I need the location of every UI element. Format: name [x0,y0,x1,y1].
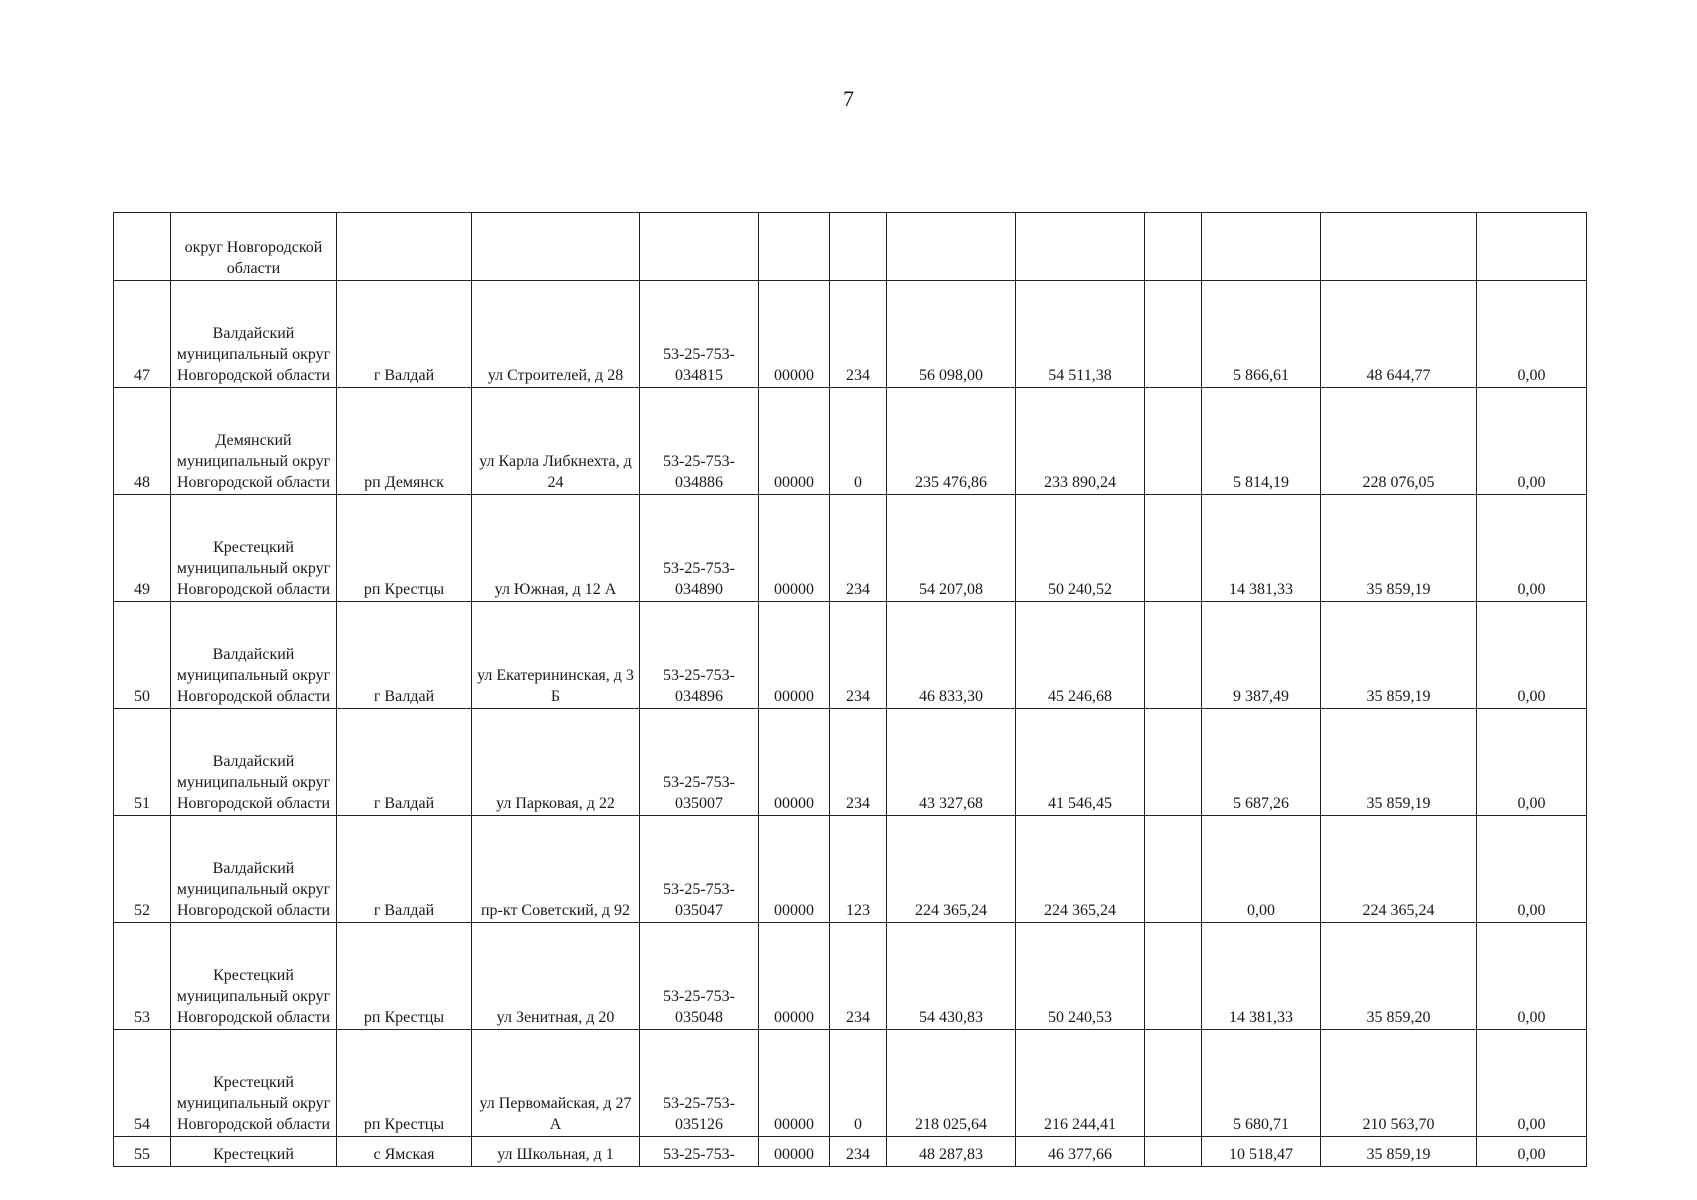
cell-v1: 54 430,83 [887,923,1016,1030]
cell-code: 53-25-753- [640,1137,759,1167]
cell-region: Валдайский муниципальный округ Новгородской области [171,281,337,388]
cell-no: 52 [114,816,171,923]
cell-v2: 54 511,38 [1016,281,1145,388]
cell-v1: 48 287,83 [887,1137,1016,1167]
cell-v1: 43 327,68 [887,709,1016,816]
cell-no: 50 [114,602,171,709]
table-row [114,1137,1587,1167]
cell-v4: 14 381,33 [1202,923,1321,1030]
cell-v6: 0,00 [1477,388,1587,495]
cell-locality: с Ямская [337,1137,472,1167]
cell-address: ул Строителей, д 28 [472,281,640,388]
cell-region: Крестецкий муниципальный округ Новгородской области [171,495,337,602]
cell-region: Крестецкий муниципальный округ Новгородской области [171,1030,337,1137]
cell-address: пр-кт Советский, д 92 [472,816,640,923]
cell-c2: 0 [830,1030,887,1137]
cell-v3 [1145,602,1202,709]
cell-v5: 35 859,19 [1321,709,1477,816]
cell-v5: 48 644,77 [1321,281,1477,388]
cell-v5: 224 365,24 [1321,816,1477,923]
cell-locality [337,213,472,281]
cell-v1: 235 476,86 [887,388,1016,495]
cell-no: 49 [114,495,171,602]
cell-address: ул Карла Либкнехта, д 24 [472,388,640,495]
cell-c2: 234 [830,1137,887,1167]
cell-v2: 46 377,66 [1016,1137,1145,1167]
cell-region: Демянский муниципальный округ Новгородской области [171,388,337,495]
cell-code: 53-25-753-034890 [640,495,759,602]
cell-region: округ Новгородской области [171,213,337,281]
cell-locality: рп Крестцы [337,495,472,602]
cell-v6: 0,00 [1477,602,1587,709]
cell-c1: 00000 [759,1030,830,1137]
cell-v1: 224 365,24 [887,816,1016,923]
cell-no: 55 [114,1137,171,1167]
cell-v5: 228 076,05 [1321,388,1477,495]
table-row [114,602,1587,709]
cell-c1: 00000 [759,816,830,923]
cell-address: ул Парковая, д 22 [472,709,640,816]
cell-v1: 218 025,64 [887,1030,1016,1137]
cell-no: 54 [114,1030,171,1137]
cell-locality: г Валдай [337,281,472,388]
cell-v6: 0,00 [1477,709,1587,816]
cell-c2: 0 [830,388,887,495]
cell-code: 53-25-753-034896 [640,602,759,709]
table-row [114,388,1587,495]
cell-region: Валдайский муниципальный округ Новгородской области [171,602,337,709]
cell-v4: 14 381,33 [1202,495,1321,602]
cell-region: Валдайский муниципальный округ Новгородской области [171,709,337,816]
cell-v3 [1145,923,1202,1030]
cell-c2: 123 [830,816,887,923]
cell-address: ул Екатерининская, д 3 Б [472,602,640,709]
cell-code: 53-25-753-035047 [640,816,759,923]
cell-c1: 00000 [759,923,830,1030]
table-row [114,923,1587,1030]
cell-v2 [1016,213,1145,281]
cell-no [114,213,171,281]
table-row [114,281,1587,388]
cell-no: 53 [114,923,171,1030]
cell-v2: 233 890,24 [1016,388,1145,495]
cell-v1: 54 207,08 [887,495,1016,602]
cell-v6 [1477,213,1587,281]
table-row [114,709,1587,816]
cell-v6: 0,00 [1477,1137,1587,1167]
cell-v5: 35 859,20 [1321,923,1477,1030]
cell-v3 [1145,495,1202,602]
cell-code: 53-25-753-035126 [640,1030,759,1137]
cell-v3 [1145,1030,1202,1137]
cell-v4: 0,00 [1202,816,1321,923]
cell-code: 53-25-753-034886 [640,388,759,495]
cell-v6: 0,00 [1477,816,1587,923]
cell-v3 [1145,816,1202,923]
cell-v5 [1321,213,1477,281]
cell-no: 47 [114,281,171,388]
cell-v6: 0,00 [1477,495,1587,602]
cell-v1: 46 833,30 [887,602,1016,709]
cell-locality: г Валдай [337,709,472,816]
cell-address [472,213,640,281]
cell-v1 [887,213,1016,281]
cell-region: Крестецкий [171,1137,337,1167]
cell-no: 51 [114,709,171,816]
cell-v4 [1202,213,1321,281]
cell-v6: 0,00 [1477,281,1587,388]
cell-locality: рп Крестцы [337,1030,472,1137]
cell-v4: 9 387,49 [1202,602,1321,709]
cell-region: Валдайский муниципальный округ Новгородской области [171,816,337,923]
cell-v3 [1145,1137,1202,1167]
cell-v2: 50 240,53 [1016,923,1145,1030]
table-row [114,816,1587,923]
table-row [114,1030,1587,1137]
table-row-continuation [114,213,1587,281]
cell-v4: 5 814,19 [1202,388,1321,495]
cell-v3 [1145,281,1202,388]
cell-v4: 5 687,26 [1202,709,1321,816]
cell-c1: 00000 [759,602,830,709]
cell-v6: 0,00 [1477,1030,1587,1137]
cell-v3 [1145,388,1202,495]
table-body [114,213,1587,1167]
cell-v2: 41 546,45 [1016,709,1145,816]
cell-locality: г Валдай [337,602,472,709]
cell-c2: 234 [830,923,887,1030]
cell-locality: рп Крестцы [337,923,472,1030]
cell-c1: 00000 [759,281,830,388]
cell-v2: 45 246,68 [1016,602,1145,709]
cell-address: ул Зенитная, д 20 [472,923,640,1030]
cell-v6: 0,00 [1477,923,1587,1030]
cell-locality: рп Демянск [337,388,472,495]
page-number: 7 [843,86,854,111]
cell-c1: 00000 [759,388,830,495]
cell-address: ул Южная, д 12 А [472,495,640,602]
cell-code: 53-25-753-035007 [640,709,759,816]
cell-code: 53-25-753-035048 [640,923,759,1030]
cell-code [640,213,759,281]
cell-code: 53-25-753-034815 [640,281,759,388]
registry-table [113,212,1587,1167]
cell-c1: 00000 [759,495,830,602]
cell-v5: 210 563,70 [1321,1030,1477,1137]
cell-locality: г Валдай [337,816,472,923]
cell-c1 [759,213,830,281]
cell-region: Крестецкий муниципальный округ Новгородской области [171,923,337,1030]
table-row [114,495,1587,602]
cell-c2: 234 [830,495,887,602]
cell-address: ул Первомайская, д 27 А [472,1030,640,1137]
cell-c2 [830,213,887,281]
cell-v5: 35 859,19 [1321,1137,1477,1167]
cell-v2: 50 240,52 [1016,495,1145,602]
cell-no: 48 [114,388,171,495]
cell-c1: 00000 [759,709,830,816]
cell-v3 [1145,213,1202,281]
cell-c1: 00000 [759,1137,830,1167]
cell-address: ул Школьная, д 1 [472,1137,640,1167]
cell-v1: 56 098,00 [887,281,1016,388]
cell-c2: 234 [830,602,887,709]
cell-v4: 10 518,47 [1202,1137,1321,1167]
cell-v5: 35 859,19 [1321,495,1477,602]
cell-v3 [1145,709,1202,816]
cell-v5: 35 859,19 [1321,602,1477,709]
cell-v2: 216 244,41 [1016,1030,1145,1137]
cell-c2: 234 [830,709,887,816]
cell-v4: 5 866,61 [1202,281,1321,388]
cell-c2: 234 [830,281,887,388]
cell-v2: 224 365,24 [1016,816,1145,923]
cell-v4: 5 680,71 [1202,1030,1321,1137]
